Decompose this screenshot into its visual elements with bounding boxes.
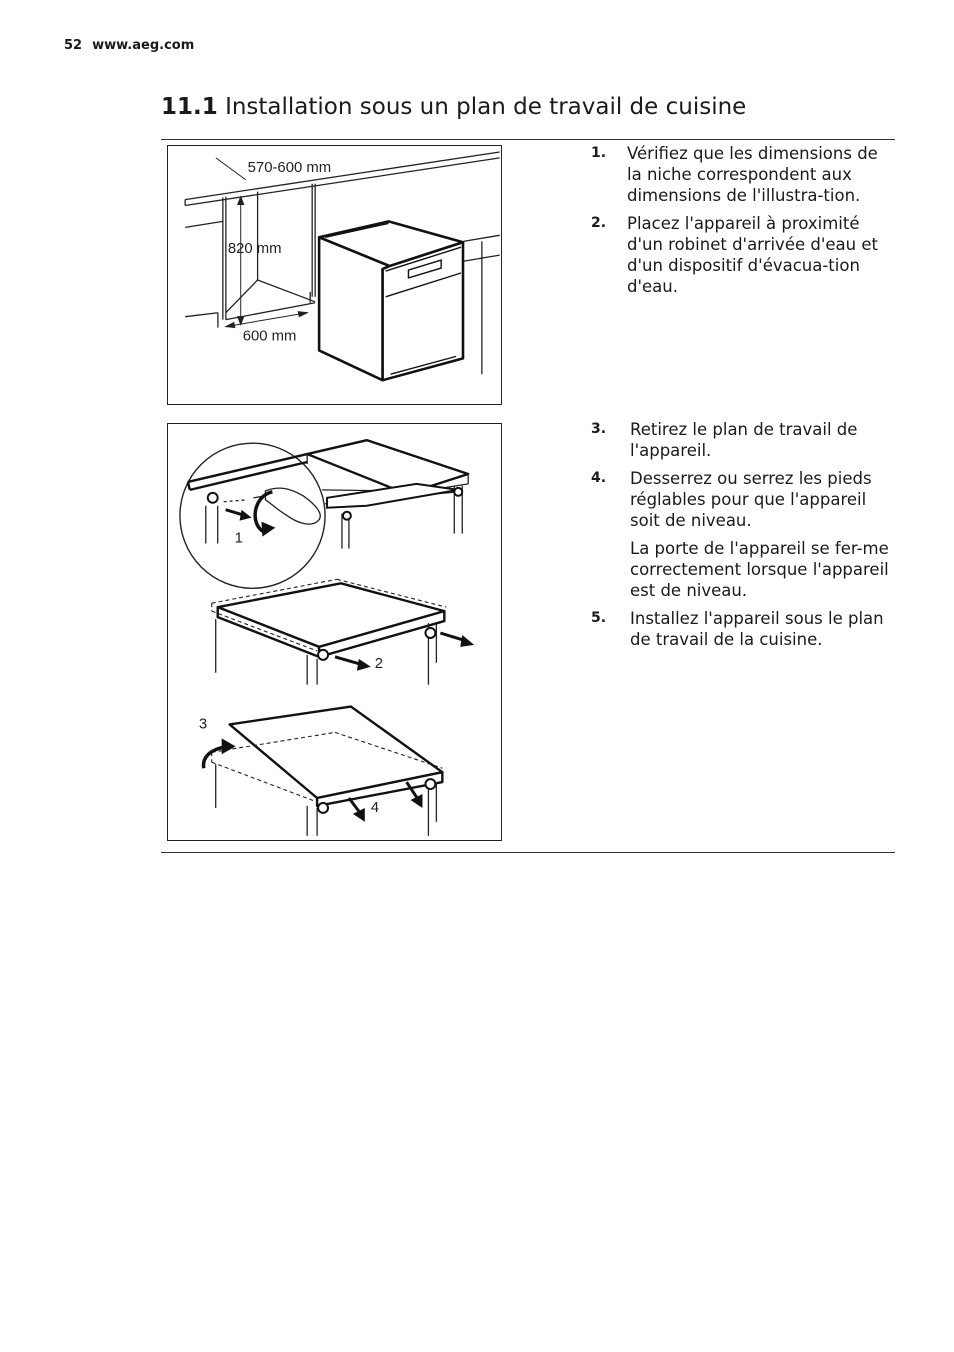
step-number: 3. (591, 421, 607, 437)
step-number: 2. (591, 215, 607, 231)
step-item (591, 468, 891, 531)
page-number: 52 (64, 38, 83, 53)
step-1-label: 1 (234, 530, 243, 547)
section-top-rule (161, 139, 895, 140)
worktop-levelling-drawing (168, 424, 501, 840)
steps-group-b (591, 419, 891, 657)
section-number: 11.1 (161, 94, 218, 120)
section-title-text: Installation sous un plan de travail de cuisine (225, 94, 747, 120)
step-item (591, 213, 891, 297)
section-bottom-rule (161, 852, 895, 853)
step-2-label: 2 (374, 655, 384, 672)
step-item (591, 143, 891, 206)
step-text: Installez l'appareil sous le plan de travail de la cuisine. (630, 609, 884, 649)
page-header (64, 38, 194, 53)
steps-group-a (591, 143, 891, 304)
depth-label: 600 mm (242, 328, 297, 345)
site-url: www.aeg.com (92, 38, 195, 53)
step-text: Retirez le plan de travail de l'appareil. (630, 420, 858, 460)
step-text: Desserrez ou serrez les pieds réglables pour que l'appareil soit de niveau. (630, 469, 872, 530)
niche-dimensions-figure (167, 145, 502, 405)
step-number: 4. (591, 470, 607, 486)
step-number: 1. (591, 145, 607, 161)
step-text: Placez l'appareil à proximité d'un robinet d'arrivée d'eau et d'un dispositif d'évacua-tion d'eau. (627, 214, 878, 296)
step-text: Vérifiez que les dimensions de la niche correspondent aux dimensions de l'illustra-tion. (627, 144, 878, 205)
step-item (591, 419, 891, 461)
step-4-label: 4 (370, 799, 380, 816)
section-title (161, 94, 746, 120)
step-number: 5. (591, 610, 607, 626)
niche-dimensions-drawing (168, 146, 501, 404)
width-label: 570-600 mm (247, 159, 332, 176)
height-label: 820 mm (227, 241, 282, 258)
worktop-levelling-figure (167, 423, 502, 841)
step-item (591, 608, 891, 650)
levelling-note: La porte de l'appareil se fer-me correctement lorsque l'appareil est de niveau. (630, 539, 889, 600)
step-3-label: 3 (198, 716, 208, 733)
